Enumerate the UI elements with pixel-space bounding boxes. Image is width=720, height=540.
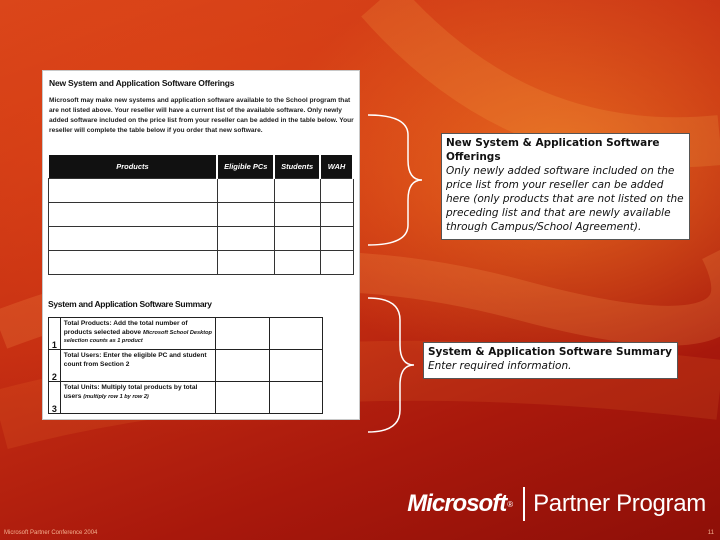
row-note: Microsoft School Desktop selection counts as 1 product xyxy=(63,329,212,344)
table-row xyxy=(49,202,354,226)
summary-row-desc xyxy=(60,318,216,350)
cell[interactable] xyxy=(274,250,320,274)
summary-cell[interactable] xyxy=(269,382,322,414)
table-row xyxy=(49,226,354,250)
col-products: Products xyxy=(49,155,218,178)
row-note: (multiply row 1 by row 2) xyxy=(83,393,149,400)
table-row xyxy=(49,382,323,414)
summary-cell[interactable] xyxy=(216,382,269,414)
form-document-image xyxy=(42,70,360,420)
cell[interactable] xyxy=(274,226,320,250)
cell[interactable] xyxy=(49,178,218,202)
row-text: Multiply total products by total users xyxy=(63,384,198,400)
page-number: 11 xyxy=(707,530,714,536)
microsoft-wordmark: Microsoft xyxy=(407,490,507,517)
summary-cell[interactable] xyxy=(216,350,269,382)
row-text: Add the total number of products selected above xyxy=(63,320,188,336)
summary-table xyxy=(48,317,323,414)
table-row xyxy=(49,178,354,202)
summary-callout xyxy=(423,342,678,379)
col-wah: WAH xyxy=(320,155,353,178)
row-number: 3 xyxy=(49,382,61,414)
cell[interactable] xyxy=(49,202,218,226)
row-label: Total Units: xyxy=(63,384,100,391)
offerings-callout xyxy=(441,133,690,240)
cell[interactable] xyxy=(320,202,353,226)
summary-row-desc xyxy=(60,382,216,414)
cell[interactable] xyxy=(217,250,274,274)
summary-row-desc xyxy=(60,350,216,382)
offerings-header-row xyxy=(49,155,354,178)
cell[interactable] xyxy=(274,202,320,226)
microsoft-partner-logo xyxy=(407,487,706,521)
callout-title: New System & Application Software Offerings xyxy=(446,137,660,163)
logo-divider xyxy=(523,487,525,521)
cell[interactable] xyxy=(274,178,320,202)
callout-body: Only newly added software included on the price list from your reseller can be added here (only products that are not listed on the preceding list and that are newly available through Campus/School Agreement). xyxy=(446,165,684,233)
cell[interactable] xyxy=(217,226,274,250)
summary-title: System and Application Software Summary xyxy=(48,299,212,309)
callout-body: Enter required information. xyxy=(428,360,572,372)
cell[interactable] xyxy=(320,178,353,202)
row-text: Enter the eligible PC and student count from Section 2 xyxy=(63,352,207,368)
cell[interactable] xyxy=(217,178,274,202)
summary-cell[interactable] xyxy=(269,350,322,382)
offerings-title: New System and Application Software Offerings xyxy=(49,78,235,88)
offerings-table xyxy=(48,155,354,275)
cell[interactable] xyxy=(320,226,353,250)
callout-title: System & Application Software Summary xyxy=(428,346,672,358)
summary-cell[interactable] xyxy=(269,318,322,350)
cell[interactable] xyxy=(49,250,218,274)
summary-cell[interactable] xyxy=(216,318,269,350)
registered-mark: ® xyxy=(507,499,514,509)
table-row xyxy=(49,250,354,274)
partner-program-text: Partner Program xyxy=(533,490,706,517)
row-label: Total Users: xyxy=(63,352,102,359)
footer-conference-text: Microsoft Partner Conference 2004 xyxy=(4,530,98,536)
table-row xyxy=(49,350,323,382)
cell[interactable] xyxy=(49,226,218,250)
table-row xyxy=(49,318,323,350)
col-eligible-pcs: Eligible PCs xyxy=(217,155,274,178)
offerings-paragraph: Microsoft may make new systems and application software available to the School program that are not listed above. Your reseller will have a current list of the available software. Only newly added software included on the price list from your reseller can be added in the table below. Your reseller will complete the table below if you order that new software. xyxy=(49,97,354,134)
row-number: 1 xyxy=(49,318,61,350)
row-label: Total Products: xyxy=(63,320,112,327)
cell[interactable] xyxy=(217,202,274,226)
cell[interactable] xyxy=(320,250,353,274)
col-students: Students xyxy=(274,155,320,178)
row-number: 2 xyxy=(49,350,61,382)
